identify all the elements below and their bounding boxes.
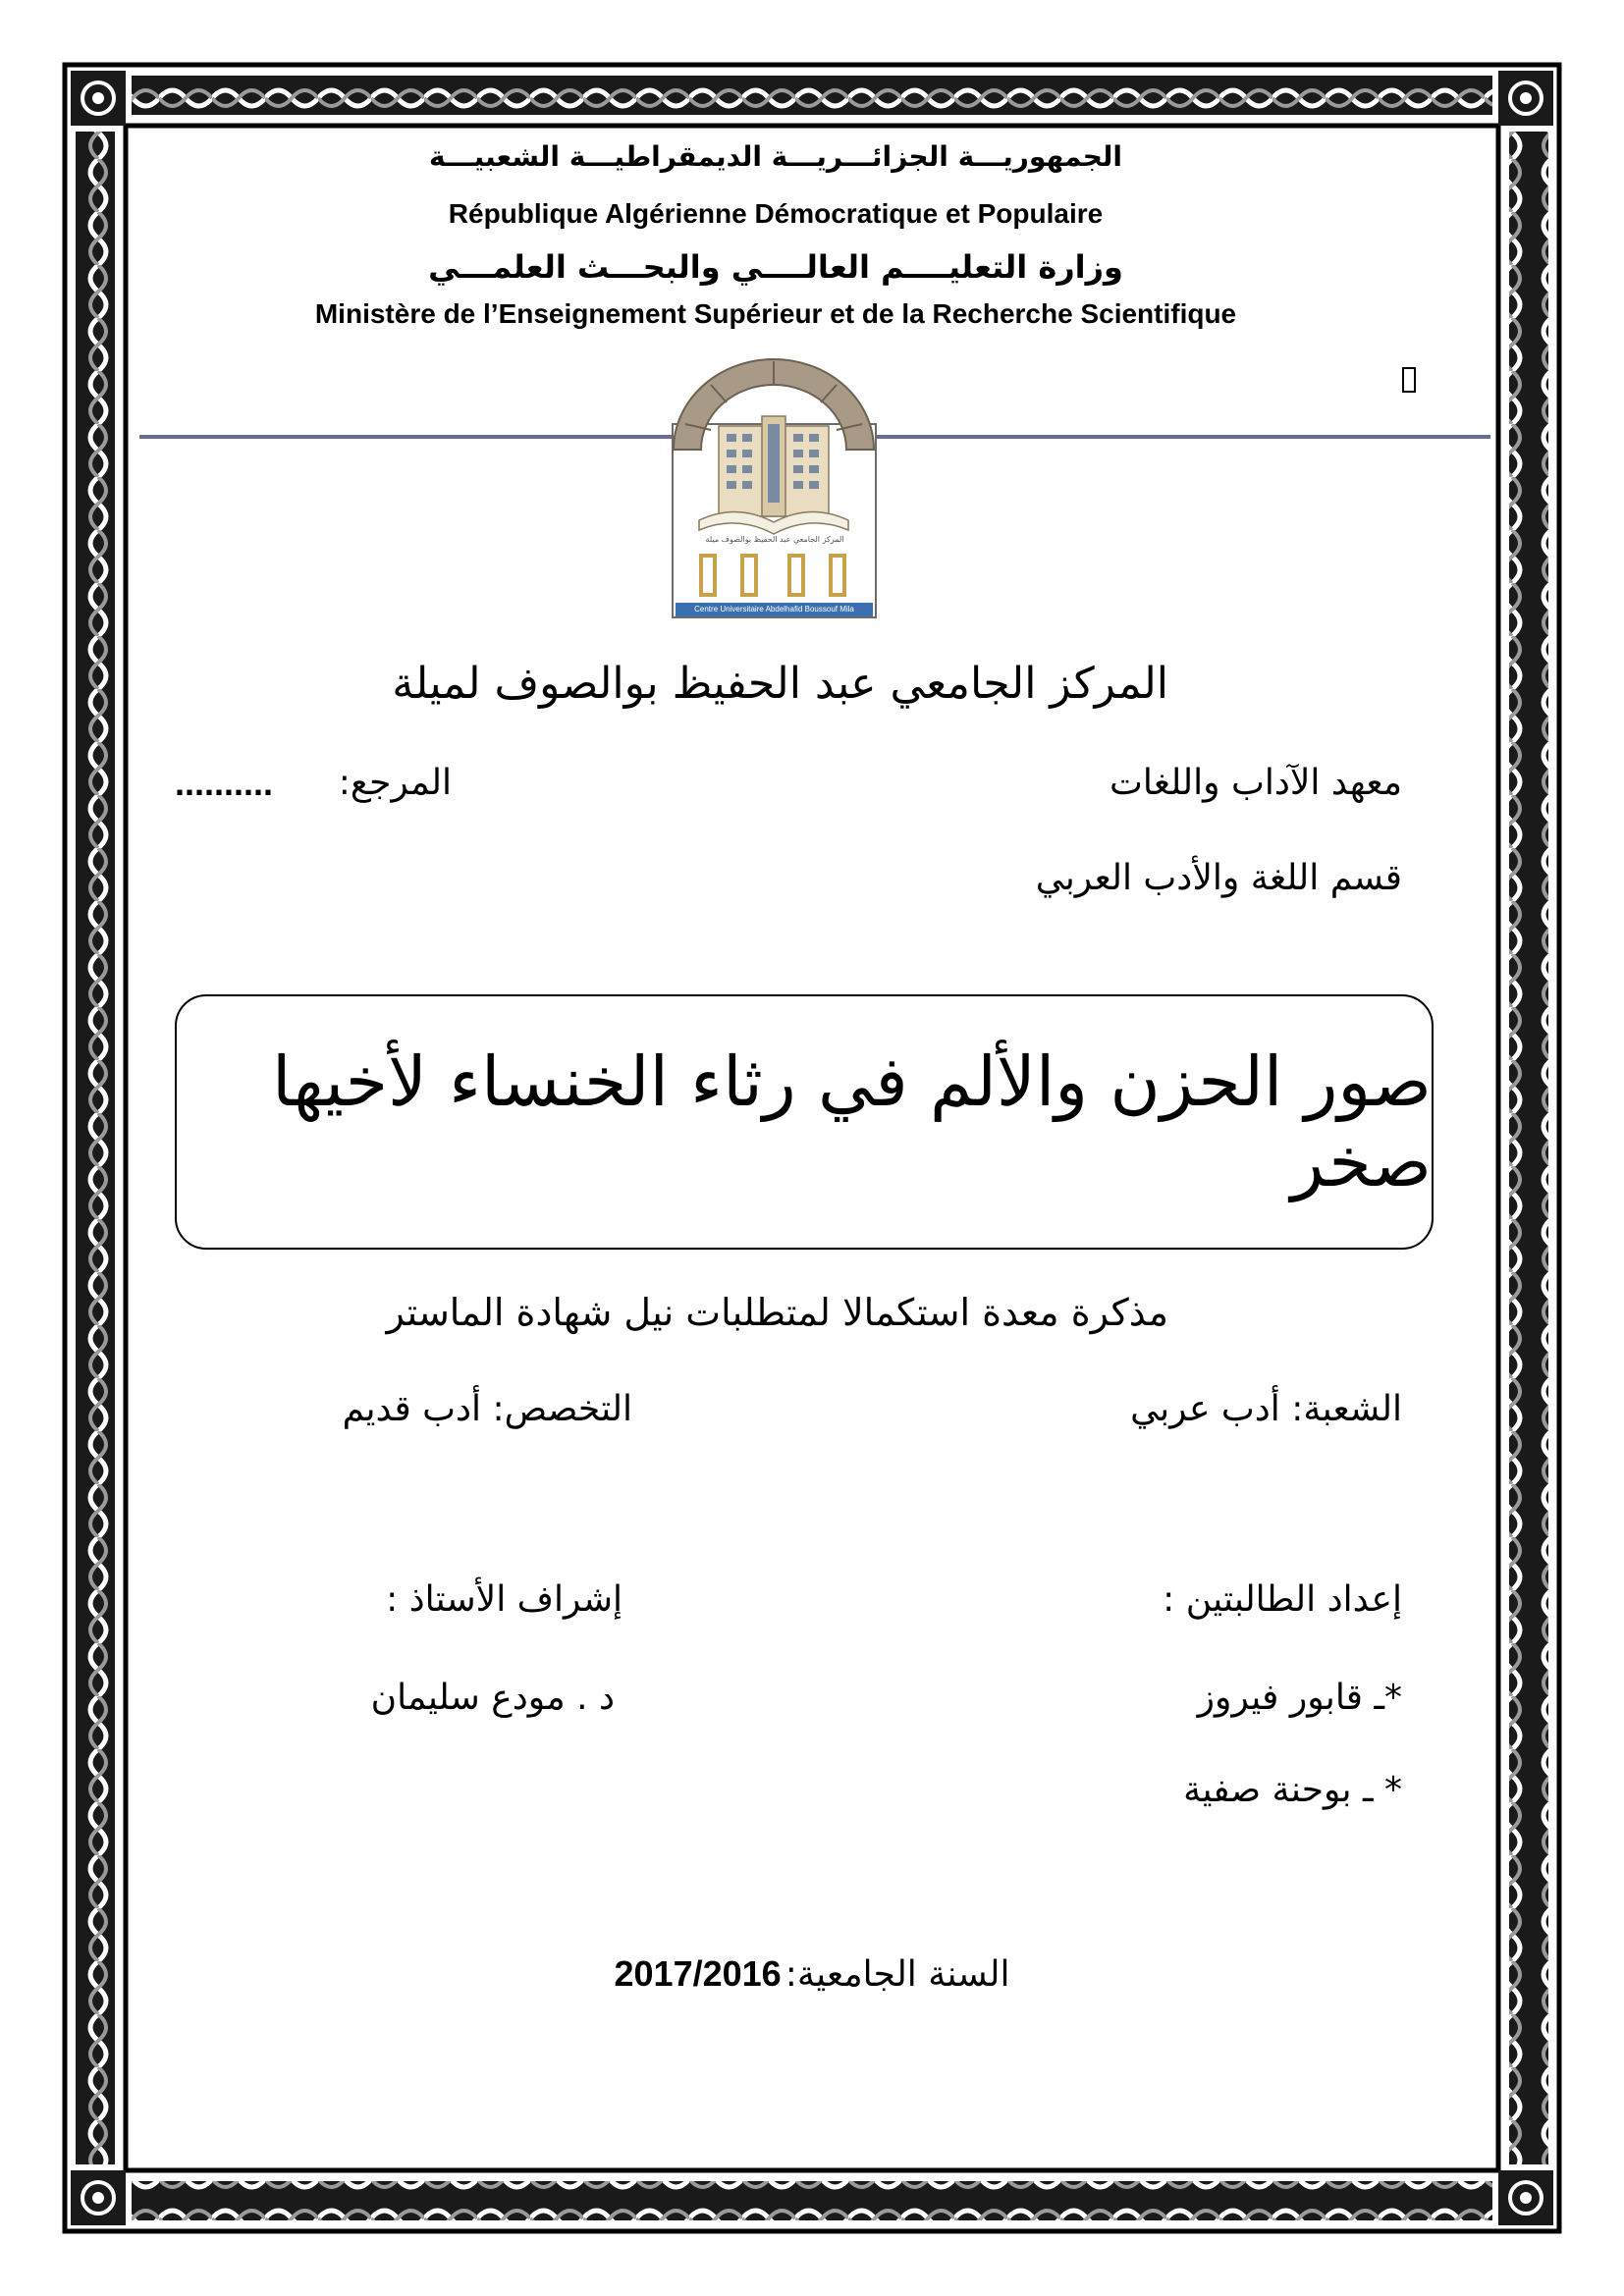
academic-year-value: 2017/2016 (614, 1953, 782, 1994)
department-name: قسم اللغة والأدب العربي (1035, 858, 1402, 898)
reference-value: .......... (175, 763, 274, 803)
header-divider-left (139, 435, 672, 439)
branch-field: الشعبة: أدب عربي (1130, 1389, 1402, 1429)
reference-label: المرجع: (338, 763, 452, 803)
thesis-title-box (175, 994, 1434, 1250)
academic-year-line (0, 1953, 1624, 1995)
republic-name-arabic: الجمهوريـــة الجزائـــريـــة الديمقراطيـــة الشعبيـــة (428, 140, 1122, 173)
institute-name: معهد الآداب واللغات (1110, 763, 1402, 803)
placeholder-glyph-icon (1402, 367, 1416, 393)
logo-latin-caption: Centre Universitaire Abdelhafid Boussouf Mila (694, 605, 854, 614)
supervisor-label: إشراف الأستاذ : (386, 1579, 623, 1620)
logo-arabic-caption: المركز الجامعي عبد الحفيظ بوالصوف ميلة (705, 535, 844, 544)
thesis-title: صور الحزن والألم في رثاء الخنساء لأخيها صخر (271, 1041, 1432, 1202)
ministry-name-french: Ministère de l’Enseignement Supérieur et de la Recherche Scientifique (314, 298, 1237, 329)
students-label: إعداد الطالبتين : (1163, 1579, 1402, 1620)
supervisor-name: د . مودع سليمان (370, 1678, 615, 1718)
republic-name-french: République Algérienne Démocratique et Populaire (448, 198, 1104, 229)
academic-year-label: السنة الجامعية: (785, 1954, 1010, 1995)
student-name-2: * ـ بوحنة صفية (1183, 1770, 1402, 1810)
ministry-name-arabic: وزارة التعليــــم العالــــي والبحـــث العلمـــي (428, 248, 1123, 286)
specialty-field: التخصص: أدب قديم (342, 1389, 632, 1429)
thesis-purpose: مذكرة معدة استكمالا لمتطلبات نيل شهادة الماستر (386, 1291, 1168, 1334)
header-divider-right (877, 435, 1490, 439)
student-name-1: *ـ قابور فيروز (1197, 1678, 1402, 1718)
university-logo (672, 355, 877, 618)
university-center-name: المركز الجامعي عبد الحفيظ بوالصوف لميلة (392, 659, 1168, 709)
